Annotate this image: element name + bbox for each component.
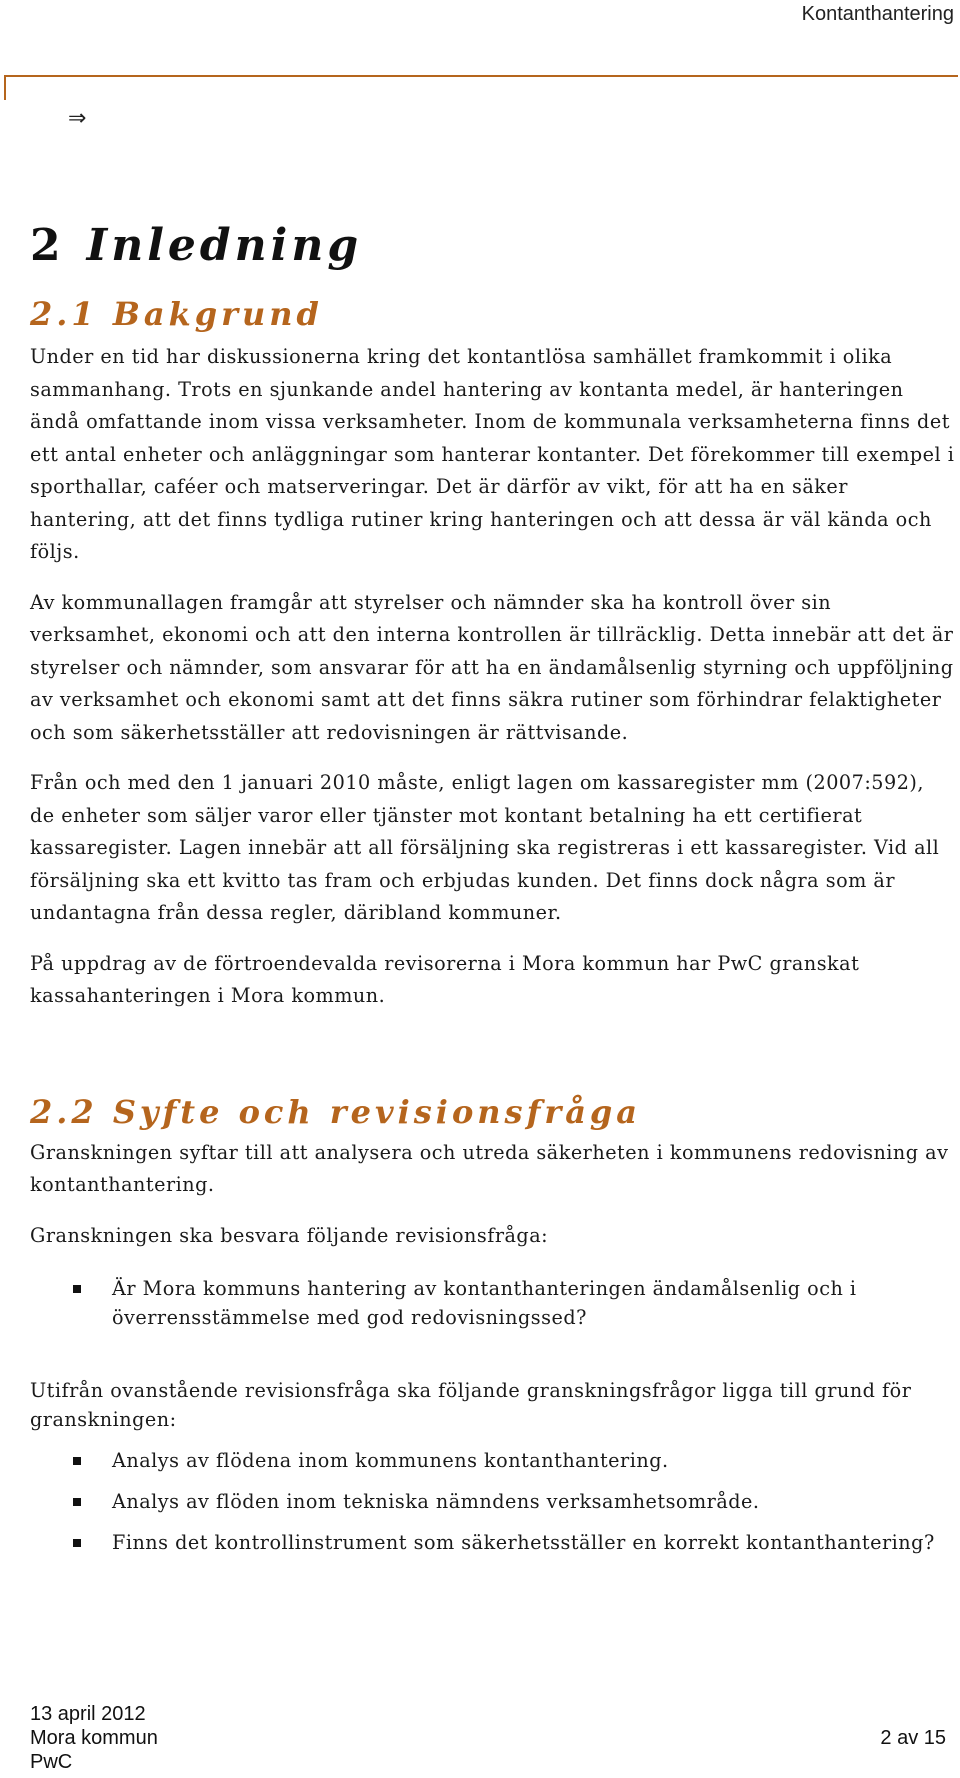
sub-question-1: Analys av flödena inom kommunens kontanthantering. xyxy=(112,1449,669,1472)
purpose-paragraph: Granskningen syftar till att analysera och utreda säkerheten i kommunens redovisning av kontanthantering. xyxy=(30,1140,949,1196)
arrow-right-icon: ⇒ xyxy=(68,106,87,131)
paragraph-4: På uppdrag av de förtroendevalda revisorerna i Mora kommun har PwC granskat kassahanteringen i Mora kommun. xyxy=(30,951,860,1007)
footer-date: 13 april 2012 xyxy=(30,1703,146,1725)
footer-org: Mora kommun xyxy=(30,1727,158,1749)
list-item xyxy=(30,1446,955,1475)
paragraph-3: Från och med den 1 januari 2010 måste, enligt lagen om kassaregister mm (2007:592), de enheter som säljer varor eller tjänster mot kontant betalning ha ett certifierat kassaregister. Lagen innebär att all försäljning ska registreras i ett kassaregister. Vid all försäljning ska ett kvitto tas fram och erbjudas kunden. Det finns dock några som är undantagna från dessa regler, däribland kommuner. xyxy=(30,771,940,924)
footer-info xyxy=(30,1702,158,1774)
chapter-heading xyxy=(30,216,955,276)
revision-question: Är Mora kommuns hantering av kontanthanteringen ändamålsenlig och i överrensstämmelse med god redovisningssed? xyxy=(112,1277,857,1329)
section-heading-bakgrund: 2.1 Bakgrund xyxy=(30,295,323,333)
header-rule-tick xyxy=(4,75,6,100)
page-number: 2 av 15 xyxy=(880,1727,946,1749)
paragraph-1: Under en tid har diskussionerna kring det kontantlösa samhället framkommit i olika sammanhang. Trots en sjunkande andel hantering av kontanta medel, är hanteringen ändå omfattande inom vissa verksamheter. Inom de kommunala verksamheterna finns det ett antal enheter och anläggningar som hanterar kontanter. Det förekommer till exempel i sporthallar, caféer och matserveringar. Det är därför av vikt, för att ha en säker hantering, att det finns tydliga rutiner kring hanteringen och att dessa är väl kända och följs. xyxy=(30,345,955,563)
sub-question-3: Finns det kontrollinstrument som säkerhetsställer en korrekt kontanthantering? xyxy=(112,1531,935,1554)
paragraph-2: Av kommunallagen framgår att styrelser och nämnder ska ha kontroll över sin verksamhet, ekonomi och att den interna kontrollen är tillräcklig. Detta innebär att det är styrelser och nämnder, som ansvarar för att ha en ändamålsenlig styrning och uppföljning av verksamhet och ekonomi samt att det finns säkra rutiner som förhindrar felaktigheter och som säkerhetsställer att redovisningen är rättvisande. xyxy=(30,590,954,744)
sub-questions-intro: Utifrån ovanstående revisionsfråga ska följande granskningsfrågor ligga till grund för granskningen: xyxy=(30,1379,912,1431)
chapter-title: Inledning xyxy=(86,220,363,271)
question-intro: Granskningen ska besvara följande revisionsfråga: xyxy=(30,1223,549,1247)
list-item xyxy=(30,1274,955,1332)
section-heading-syfte: 2.2 Syfte och revisionsfråga xyxy=(30,1092,642,1131)
list-item xyxy=(30,1487,955,1516)
sub-question-2: Analys av flöden inom tekniska nämndens verksamhetsområde. xyxy=(112,1490,760,1513)
header-rule xyxy=(6,75,958,77)
footer-company: PwC xyxy=(30,1751,73,1773)
bullet-square-icon xyxy=(73,1498,81,1506)
bullet-square-icon xyxy=(73,1457,81,1465)
revision-question-list xyxy=(30,1274,955,1332)
bullet-square-icon xyxy=(73,1285,81,1293)
document-body xyxy=(30,216,955,1557)
sub-question-list xyxy=(30,1446,955,1557)
header-title: Kontanthantering xyxy=(801,3,954,25)
list-item xyxy=(30,1528,955,1557)
bullet-square-icon xyxy=(73,1539,81,1547)
chapter-number: 2 xyxy=(30,220,65,271)
